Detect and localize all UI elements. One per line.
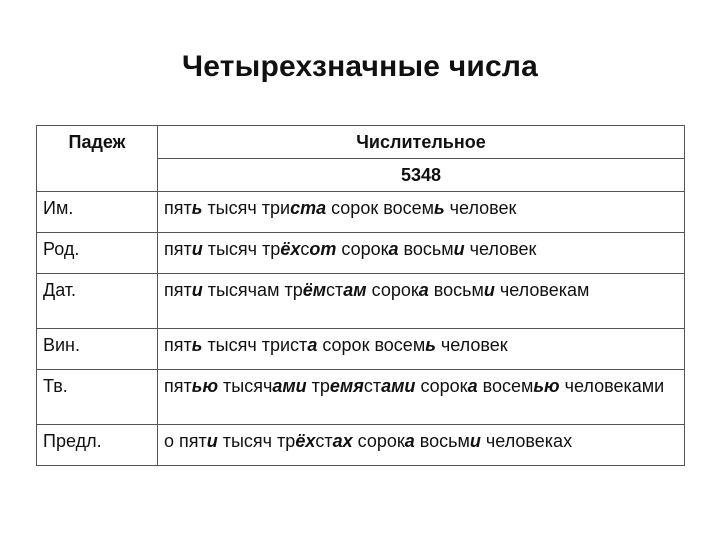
word-part: ст bbox=[315, 431, 333, 451]
word-part: восем bbox=[477, 376, 534, 396]
word-part: пят bbox=[164, 376, 192, 396]
word-part: тр bbox=[306, 376, 330, 396]
word-part: человек bbox=[464, 239, 537, 259]
case-cell: Дат. bbox=[37, 274, 158, 329]
word-part: пят bbox=[164, 239, 192, 259]
ending-highlight: и bbox=[191, 239, 203, 259]
table-row bbox=[37, 329, 685, 370]
word-part: человекам bbox=[494, 280, 590, 300]
word-part: ст bbox=[363, 376, 382, 396]
numeral-form-cell bbox=[158, 370, 685, 425]
ending-highlight: ах bbox=[332, 431, 353, 451]
ending-highlight: ст bbox=[290, 198, 317, 218]
ending-highlight: а bbox=[316, 198, 327, 218]
word-part: сорок bbox=[366, 280, 419, 300]
ending-highlight: ам bbox=[343, 280, 367, 300]
header-case: Падеж bbox=[37, 126, 158, 192]
numeral-form-cell bbox=[158, 233, 685, 274]
ending-highlight: а bbox=[467, 376, 478, 396]
ending-highlight: а bbox=[404, 431, 415, 451]
case-cell: Вин. bbox=[37, 329, 158, 370]
word-part: восьм bbox=[398, 239, 454, 259]
word-part: пят bbox=[164, 280, 192, 300]
word-part: сорок восем bbox=[317, 335, 426, 355]
case-cell: Тв. bbox=[37, 370, 158, 425]
case-cell: Предл. bbox=[37, 425, 158, 466]
word-part: тысяч bbox=[218, 376, 273, 396]
numeral-form-cell bbox=[158, 274, 685, 329]
ending-highlight: ёх bbox=[280, 239, 301, 259]
word-part: сорок bbox=[336, 239, 389, 259]
ending-highlight: ём bbox=[302, 280, 327, 300]
table-row bbox=[37, 425, 685, 466]
ending-highlight: а bbox=[388, 239, 399, 259]
header-numeral: Числительное bbox=[158, 126, 685, 159]
ending-highlight: от bbox=[309, 239, 337, 259]
ending-highlight: ь bbox=[433, 198, 445, 218]
ending-highlight: и bbox=[483, 280, 495, 300]
ending-highlight: и bbox=[469, 431, 481, 451]
word-part: тысяч тр bbox=[202, 239, 281, 259]
word-part: ст bbox=[326, 280, 344, 300]
word-part: с bbox=[300, 239, 310, 259]
word-part: сорок восем bbox=[326, 198, 434, 218]
ending-highlight: емя bbox=[329, 376, 364, 396]
table-row bbox=[37, 192, 685, 233]
ending-highlight: ь bbox=[191, 198, 203, 218]
numeral-form-cell bbox=[158, 329, 685, 370]
word-part: сорок bbox=[352, 431, 405, 451]
case-cell: Им. bbox=[37, 192, 158, 233]
ending-highlight: ью bbox=[533, 376, 560, 396]
word-part: тысяч три bbox=[202, 198, 291, 218]
word-part: тысяч трист bbox=[202, 335, 308, 355]
word-part: пят bbox=[164, 198, 192, 218]
declension-table bbox=[36, 125, 685, 466]
ending-highlight: ь bbox=[191, 335, 203, 355]
word-part: пят bbox=[164, 335, 192, 355]
table-row bbox=[37, 370, 685, 425]
numeral-form-cell bbox=[158, 425, 685, 466]
word-part: тысячам тр bbox=[202, 280, 303, 300]
ending-highlight: ёх bbox=[295, 431, 316, 451]
ending-highlight: и bbox=[191, 280, 203, 300]
ending-highlight: ь bbox=[425, 335, 436, 355]
ending-highlight: и bbox=[453, 239, 465, 259]
ending-highlight: и bbox=[206, 431, 218, 451]
word-part: человеках bbox=[480, 431, 573, 451]
word-part: о пят bbox=[164, 431, 207, 451]
word-part: восьм bbox=[428, 280, 484, 300]
ending-highlight: а bbox=[307, 335, 318, 355]
ending-highlight: ами bbox=[381, 376, 416, 396]
word-part: тысяч тр bbox=[217, 431, 296, 451]
case-cell: Род. bbox=[37, 233, 158, 274]
header-number: 5348 bbox=[158, 159, 685, 192]
word-part: сорок bbox=[415, 376, 468, 396]
table-row bbox=[37, 233, 685, 274]
word-part: человек bbox=[444, 198, 517, 218]
table-header-row bbox=[37, 126, 685, 159]
word-part: восьм bbox=[414, 431, 470, 451]
numeral-form-cell bbox=[158, 192, 685, 233]
ending-highlight: ью bbox=[191, 376, 219, 396]
word-part: человеками bbox=[559, 376, 665, 396]
table-body bbox=[37, 192, 685, 466]
table-row bbox=[37, 274, 685, 329]
ending-highlight: ами bbox=[272, 376, 307, 396]
page-title: Четырехзначные числа bbox=[181, 50, 539, 83]
word-part: человек bbox=[435, 335, 508, 355]
ending-highlight: а bbox=[418, 280, 429, 300]
